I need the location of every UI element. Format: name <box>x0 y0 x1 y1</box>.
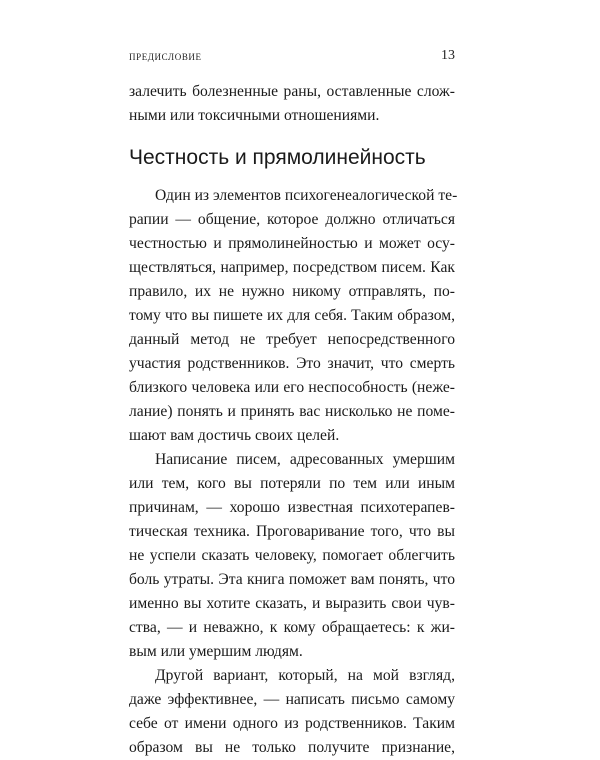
text-line: Написание писем, адресованных умершим <box>155 451 455 468</box>
text-line: рапии — общение, которое должно отличаться <box>129 211 455 228</box>
text-line: Другой вариант, который, на мой взгляд, <box>155 667 455 684</box>
text-line: даже эффективнее, — написать письмо самому <box>129 691 455 708</box>
paragraph-2 <box>129 448 455 664</box>
running-head: ПРЕДИСЛОВИЕ <box>129 52 202 62</box>
text-line: вым или умершим людям. <box>129 643 303 660</box>
text-line: себе от имени одного из родственников. Таким <box>129 715 455 732</box>
page-number: 13 <box>441 48 455 63</box>
text-line: честностью и прямолинейностью и может осу- <box>129 235 455 252</box>
paragraph-3 <box>129 664 455 760</box>
paragraph-1 <box>129 184 458 448</box>
text-line: ными или токсичными отношениями. <box>129 107 380 124</box>
text-line: ществляться, например, посредством писем. Как <box>129 259 455 276</box>
intro-paragraph <box>129 80 455 128</box>
text-line: не успели сказать человеку, помогает облегчить <box>129 547 455 564</box>
text-line: Один из элементов психогенеалогической те- <box>155 187 458 204</box>
text-line: образом вы не только получите признание, <box>129 739 455 756</box>
text-line: боль утраты. Эта книга поможет вам понять, что <box>129 571 455 588</box>
text-line: тическая техника. Проговаривание того, что вы <box>129 523 455 540</box>
text-line: залечить болезненные раны, оставленные слож- <box>129 83 455 100</box>
text-line: участия родственников. Это значит, что смерть <box>129 355 455 372</box>
text-line: лание) понять и принять вас нисколько не поме- <box>129 403 455 420</box>
text-line: ства, — и неважно, к кому обращаетесь: к жи- <box>129 619 455 636</box>
text-line: тому что вы пишете их для себя. Таким образом, <box>129 307 455 324</box>
text-line: именно вы хотите сказать, и выразить свои чув- <box>129 595 455 612</box>
text-line: шают вам достичь своих целей. <box>129 427 340 444</box>
text-line: близкого человека или его неспособность (неже- <box>129 379 455 396</box>
text-line: причинам, — хорошо известная психотерапев- <box>129 499 455 516</box>
text-line: данный метод не требует непосредственного <box>129 331 455 348</box>
text-line: или тем, кого вы потеряли по тем или иным <box>129 475 455 492</box>
section-heading: Честность и прямолинейность <box>129 146 426 169</box>
text-line: правило, их не нужно никому отправлять, по- <box>129 283 455 300</box>
